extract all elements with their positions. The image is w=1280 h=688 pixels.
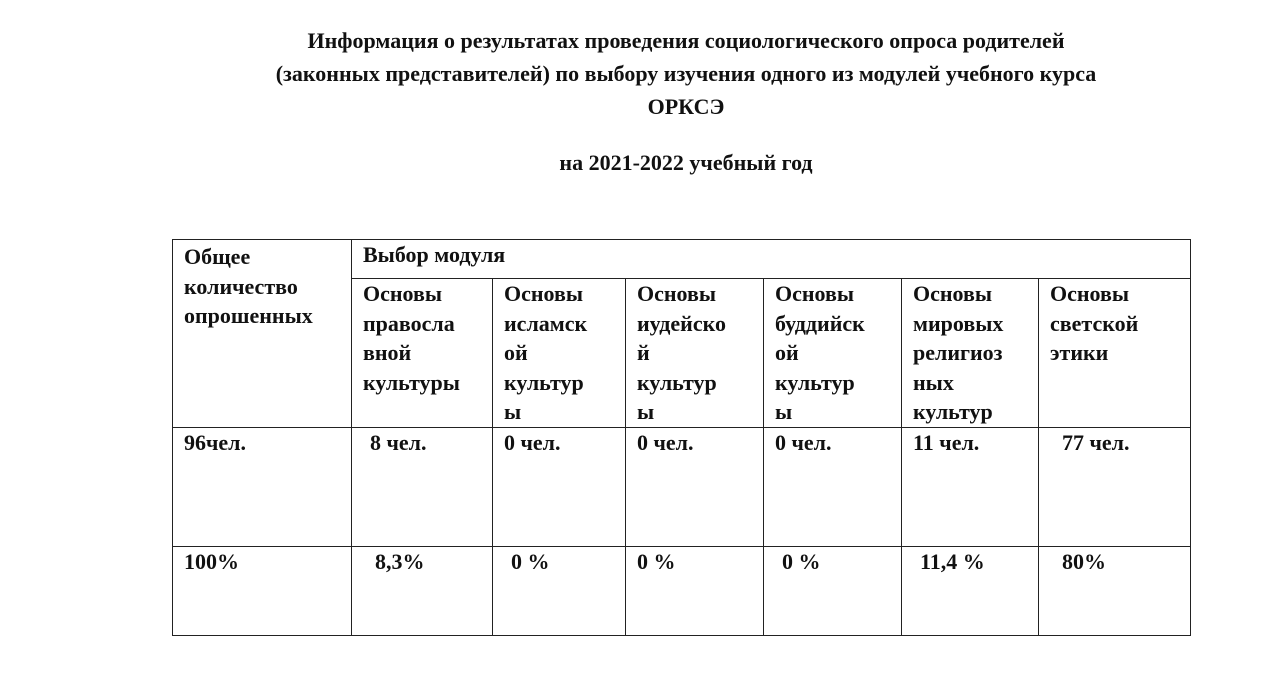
module-header-line: этики [1050,340,1109,365]
module-header-orthodox [352,279,493,428]
table-row [173,547,1191,636]
percent-cell-judaic: 0 % [626,547,764,636]
module-header-line: культур [775,369,855,395]
module-header-line: исламск [504,310,588,336]
percent-cell-secular-ethics: 80% [1039,547,1191,636]
module-header-line: ных [913,369,954,395]
total-count-cell: 96чел. [173,428,352,547]
module-header-secular-ethics [1039,279,1191,428]
module-header-line: Основы [363,281,443,306]
module-header-line: религиоз [913,340,1003,365]
module-header-line: иудейско [637,310,727,336]
table-header-row [173,240,1191,279]
count-cell-world-religions: 11 чел. [902,428,1039,547]
module-header-line: й [637,340,650,365]
module-header-line: ы [504,399,522,424]
module-header-line: ой [775,340,799,365]
percent-cell-world-religions: 11,4 % [902,547,1039,636]
total-header-line: Общее [184,244,251,269]
module-header-line: ы [775,399,793,424]
module-header-line: Основы [775,281,855,306]
module-header-line: светской [1050,310,1139,336]
total-header-line: опрошенных [184,303,313,328]
module-header-line: культур [504,369,584,395]
total-header-line: количество [184,273,298,299]
module-header-line: культуры [363,369,460,395]
module-header-line: Основы [637,281,717,306]
percent-cell-buddhist: 0 % [764,547,902,636]
count-cell-buddhist: 0 чел. [764,428,902,547]
module-header-line: правосла [363,310,455,336]
count-cell-judaic: 0 чел. [626,428,764,547]
percent-cell-islamic: 0 % [493,547,626,636]
academic-year-line: на 2021-2022 учебный год [559,150,813,175]
module-header-line: Основы [504,281,584,306]
total-percent-cell: 100% [173,547,352,636]
module-header-line: культур [913,399,993,424]
document-title-line-1: Информация о результатах проведения социологического опроса родителей [307,28,1065,53]
document-title-line-3: ОРКСЭ [647,94,725,119]
module-header-world-religions [902,279,1039,428]
total-respondents-header [173,240,352,428]
count-cell-secular-ethics: 77 чел. [1039,428,1191,547]
table-row [173,428,1191,547]
module-header-line: Основы [913,281,993,306]
module-header-line: буддийск [775,310,865,336]
module-header-judaic [626,279,764,428]
count-cell-orthodox: 8 чел. [352,428,493,547]
module-header-buddhist [764,279,902,428]
percent-cell-orthodox: 8,3% [352,547,493,636]
module-header-line: ой [504,340,528,365]
module-header-islamic [493,279,626,428]
module-header-line: вной [363,340,412,365]
module-header-line: мировых [913,310,1004,336]
module-header-line: ы [637,399,655,424]
document-title-line-2: (законных представителей) по выбору изучения одного из модулей учебного курса [275,61,1097,86]
count-cell-islamic: 0 чел. [493,428,626,547]
survey-results-table [172,239,1191,636]
module-choice-header: Выбор модуля [352,240,1191,279]
module-header-line: культур [637,369,717,395]
module-header-line: Основы [1050,281,1130,306]
